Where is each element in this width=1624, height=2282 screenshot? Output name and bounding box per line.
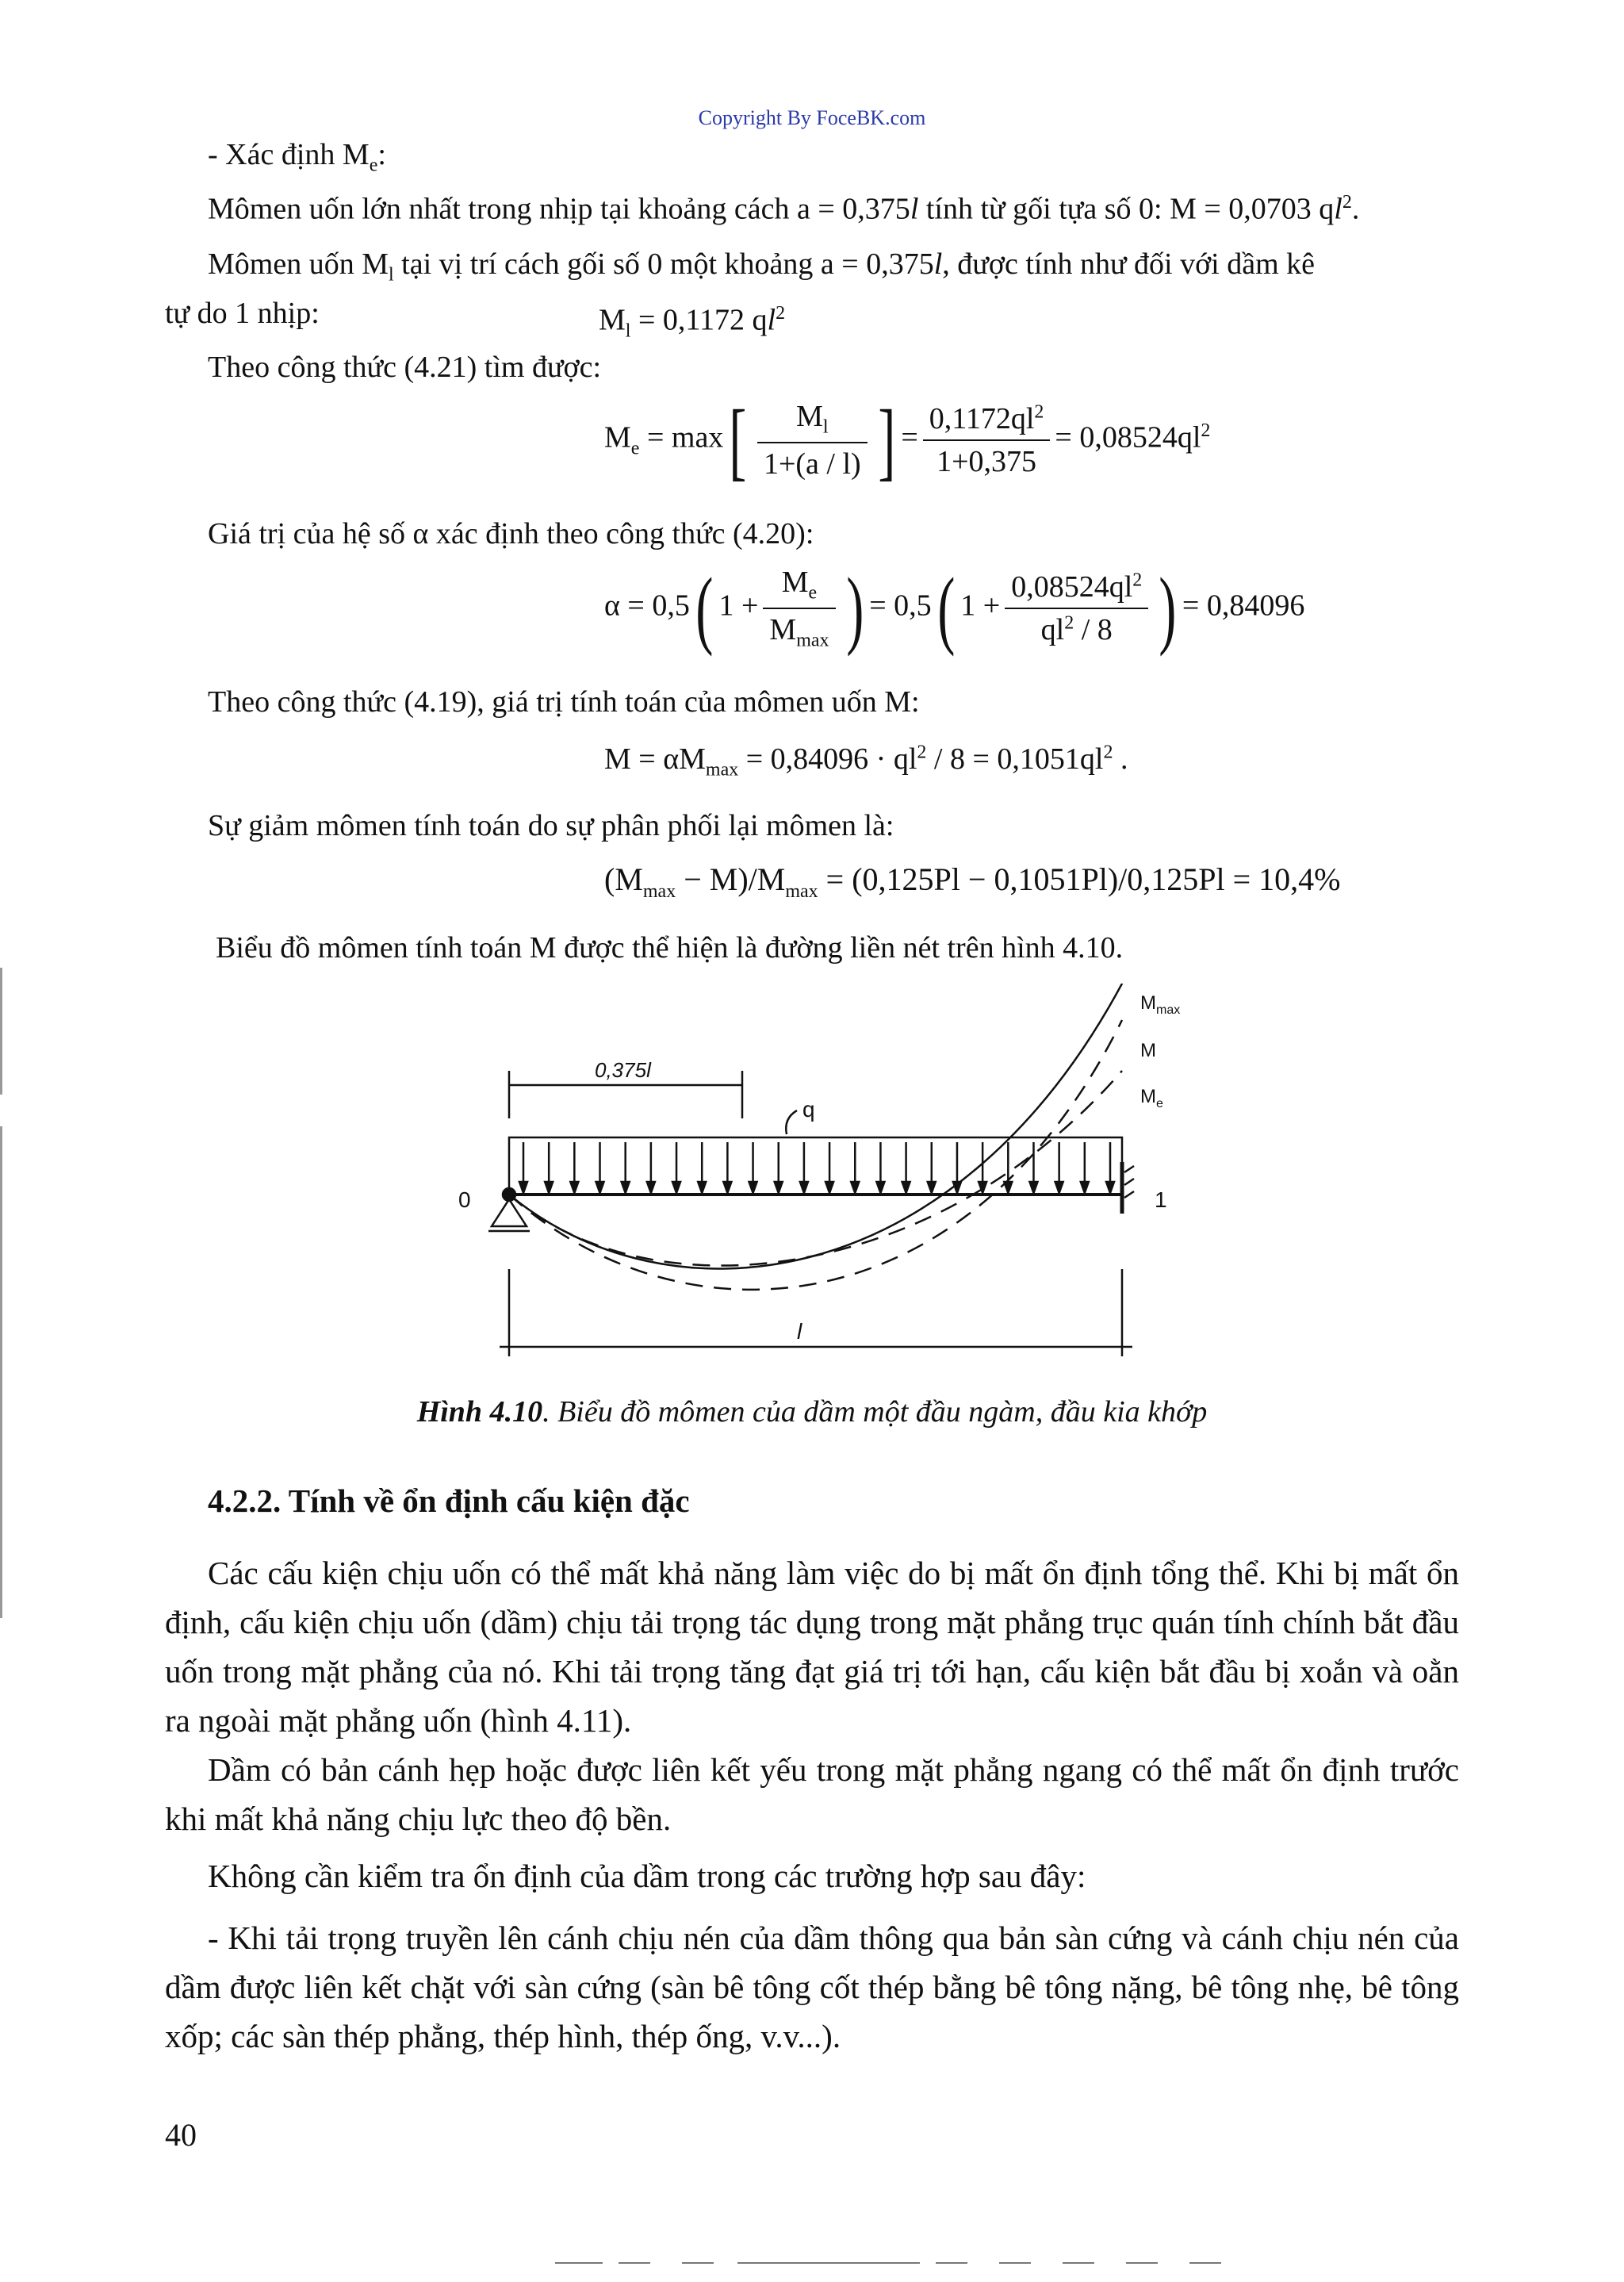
subscript: e	[369, 155, 378, 176]
text: = 0,84096 · ql	[738, 742, 917, 776]
load-arrow-head	[928, 1182, 936, 1193]
text: 0,08524ql	[1011, 570, 1133, 604]
load-arrow-head	[1106, 1182, 1114, 1193]
text: - Xác định M	[208, 138, 370, 171]
load-arrow-head	[800, 1182, 808, 1193]
denominator	[1005, 608, 1148, 647]
scan-dash	[1063, 2262, 1094, 2264]
text: :	[377, 138, 386, 171]
text: M = αM	[604, 742, 706, 776]
scan-dash	[555, 2262, 603, 2264]
load-arrows	[519, 1142, 1114, 1193]
scan-dash	[1126, 2262, 1158, 2264]
text: l	[1334, 192, 1342, 226]
load-arrow-head	[1055, 1182, 1063, 1193]
text: − M)/M	[676, 861, 786, 897]
moment-curve-me	[509, 1071, 1122, 1266]
label-m: M	[1140, 1040, 1156, 1061]
load-arrow-head	[723, 1182, 731, 1193]
subscript: max	[642, 881, 676, 902]
left-bracket: [	[729, 392, 747, 489]
load-arrow-head	[749, 1182, 757, 1193]
caption-number: Hình 4.10	[416, 1395, 543, 1429]
moment-diagram	[444, 984, 1237, 1380]
text: M	[781, 566, 809, 600]
text: l	[910, 192, 919, 226]
caption-text: . Biểu đồ mômen của dầm một đầu ngàm, đầu kia khớp	[542, 1395, 1208, 1429]
scan-dash	[1189, 2262, 1221, 2264]
q-label: q	[802, 1097, 815, 1122]
line-determine-me	[208, 136, 386, 184]
fixed-hatch	[1124, 1191, 1134, 1198]
support-label-0: 0	[458, 1187, 471, 1212]
load-arrow-head	[570, 1182, 578, 1193]
text: = (0,125Pl − 0,1051Pl)/0,125Pl = 10,4%	[818, 861, 1341, 897]
text: l	[767, 303, 776, 337]
superscript: 2	[776, 303, 786, 324]
load-arrow-head	[775, 1182, 783, 1193]
subscript: l	[822, 416, 829, 438]
right-bracket: ]	[878, 392, 895, 489]
dimension-label-a: 0,375l	[595, 1058, 651, 1082]
text: tự do 1 nhịp:	[165, 297, 320, 330]
fraction	[763, 565, 835, 651]
right-paren: )	[845, 560, 864, 657]
load-arrow-head	[672, 1182, 680, 1193]
text: Biểu đồ mômen tính toán M được thể hiện là đường liền nét trên hình 4.10.	[216, 931, 1124, 965]
denominator: 1+0,375	[923, 439, 1051, 479]
text: = 0,84096	[1182, 589, 1305, 623]
text: / 8 = 0,1051ql	[926, 742, 1104, 776]
text: = 0,08524ql	[1055, 420, 1201, 454]
equation-reduction	[604, 861, 1341, 903]
label-mmax: $M_{max}$	[1140, 992, 1181, 1017]
text: Theo công thức (4.21) tìm được:	[208, 351, 602, 384]
text: = 0,5	[869, 589, 932, 623]
fixed-hatch	[1124, 1179, 1134, 1185]
text: α = 0,5	[604, 589, 690, 623]
numerator	[1005, 570, 1148, 608]
load-arrow-head	[876, 1182, 884, 1193]
line-m1-moment	[208, 246, 1315, 293]
line-diagram-note	[216, 930, 1123, 966]
page-number: 40	[165, 2117, 197, 2153]
load-arrow-head	[647, 1182, 655, 1193]
line-moment-reduction	[208, 807, 894, 844]
text: 0,1172ql	[929, 402, 1035, 435]
subscript: max	[705, 759, 739, 780]
text: M	[769, 613, 797, 646]
line-m1-value	[599, 295, 785, 349]
load-arrow-head	[622, 1182, 630, 1193]
load-arrow-head	[1029, 1182, 1037, 1193]
superscript: 2	[1103, 742, 1113, 763]
moment-curve-m	[509, 984, 1122, 1268]
superscript: 2	[1132, 570, 1143, 591]
load-arrow-head	[698, 1182, 706, 1193]
left-paren: (	[936, 560, 955, 657]
subscript: e	[630, 438, 640, 459]
text: =	[901, 420, 918, 454]
figure-caption	[0, 1394, 1624, 1429]
numerator	[757, 399, 868, 442]
section-heading: 4.2.2. Tính về ổn định cấu kiện đặc	[208, 1482, 690, 1519]
text: l	[933, 247, 943, 281]
scan-dash	[999, 2262, 1031, 2264]
line-simple-span	[165, 295, 320, 332]
superscript: 2	[1201, 420, 1211, 442]
text: (M	[604, 861, 643, 897]
load-arrow-head	[851, 1182, 859, 1193]
text: Sự giảm mômen tính toán do sự phân phối lại mômen là:	[208, 809, 894, 842]
paragraph-3: Không cần kiểm tra ổn định của dầm trong các trường hợp sau đây:	[208, 1858, 1086, 1894]
denominator	[763, 608, 835, 652]
text: Theo công thức (4.19), giá trị tính toán của mômen uốn M:	[208, 685, 920, 719]
text: , được tính như đối với dầm kê	[942, 247, 1316, 281]
load-arrow-head	[596, 1182, 604, 1193]
paragraph-1: Các cấu kiện chịu uốn có thể mất khả năng làm việc do bị mất ổn định tổng thể. Khi bị mất ổn định, cấu kiện chịu uốn (dầm) chịu tải trọng tác dụng trong mặt phẳng trục quán tính chính bắt đầu uốn trong mặt phẳng của nó. Khi tải trọng tăng đạt giá trị tới hạn, cấu kiện bắt đầu bị xoắn và oằn ra ngoài mặt phẳng uốn (hình 4.11).	[165, 1555, 1459, 1739]
paragraph-4: - Khi tải trọng truyền lên cánh chịu nén của dầm thông qua bản sàn cứng và cánh chịu nén của dầm được liên kết chặt với sàn cứng (sàn bê tông cốt thép bằng bê tông nặng, bê tông nhẹ, bê tông xốp; các sàn thép phẳng, thép hình, thép ống, v.v...).	[165, 1920, 1459, 2054]
subscript: max	[796, 630, 829, 651]
text: / 8	[1074, 613, 1113, 646]
load-arrow-head	[545, 1182, 553, 1193]
load-arrow-head	[519, 1182, 527, 1193]
right-paren: )	[1159, 560, 1177, 657]
load-arrow-head	[825, 1182, 833, 1193]
text: tính từ gối tựa số 0: M = 0,0703 q	[918, 192, 1335, 226]
scan-dash	[682, 2262, 714, 2264]
line-max-moment	[208, 184, 1359, 228]
fraction	[923, 401, 1051, 479]
load-arrow-head	[1081, 1182, 1089, 1193]
scan-edge-mark	[0, 968, 2, 1095]
text: M	[599, 303, 626, 337]
text: = 0,1172 q	[630, 303, 768, 337]
span-label: l	[797, 1319, 802, 1344]
text: = max	[639, 420, 724, 454]
copyright-notice: Copyright By FoceBK.com	[698, 106, 926, 129]
text: M	[796, 400, 823, 434]
paragraph-2: Dầm có bản cánh hẹp hoặc được liên kết yếu trong mặt phẳng ngang có thể mất ổn định trước khi mất khả năng chịu lực theo độ bền.	[165, 1751, 1459, 1837]
text: ql	[1040, 613, 1065, 646]
subscript: e	[808, 583, 818, 604]
scan-dash	[737, 2262, 920, 2264]
superscript: 2	[917, 742, 927, 763]
text: Mômen uốn lớn nhất trong nhịp tại khoảng cách a = 0,375	[208, 192, 910, 226]
numerator	[923, 401, 1051, 439]
scan-dash	[936, 2262, 967, 2264]
text: Mômen uốn M	[208, 247, 389, 281]
subscript: l	[389, 264, 394, 286]
label-me: $M_e$	[1140, 1086, 1163, 1110]
text: tại vị trí cách gối số 0 một khoảng a = 0,375	[393, 247, 934, 281]
superscript: 2	[1034, 401, 1044, 423]
denominator: 1+(a / l)	[757, 442, 868, 481]
equation-alpha	[604, 560, 1305, 657]
subscript: l	[625, 320, 631, 342]
scan-dash	[619, 2262, 650, 2264]
text: M	[604, 420, 631, 454]
scan-edge-mark	[0, 1126, 2, 1618]
line-alpha-formula	[208, 516, 814, 552]
text: .	[1113, 742, 1128, 776]
text: 1 +	[960, 589, 1001, 623]
text: 1 +	[718, 589, 759, 623]
text: Giá trị của hệ số α xác định theo công thức (4.20):	[208, 517, 814, 550]
superscript: 2	[1064, 612, 1074, 634]
text: .	[1351, 192, 1360, 226]
fraction	[1005, 570, 1148, 647]
subscript: max	[785, 881, 818, 902]
equation-me	[604, 392, 1211, 489]
fraction	[757, 399, 868, 481]
support-label-1: 1	[1155, 1187, 1167, 1212]
line-formula-421	[208, 349, 601, 385]
line-formula-419	[208, 684, 920, 720]
superscript: 2	[1342, 192, 1352, 213]
equation-m	[604, 742, 1128, 781]
fixed-hatch	[1124, 1166, 1134, 1172]
numerator	[763, 565, 835, 608]
q-leader	[786, 1110, 797, 1134]
load-arrow-head	[902, 1182, 910, 1193]
left-paren: (	[695, 560, 714, 657]
